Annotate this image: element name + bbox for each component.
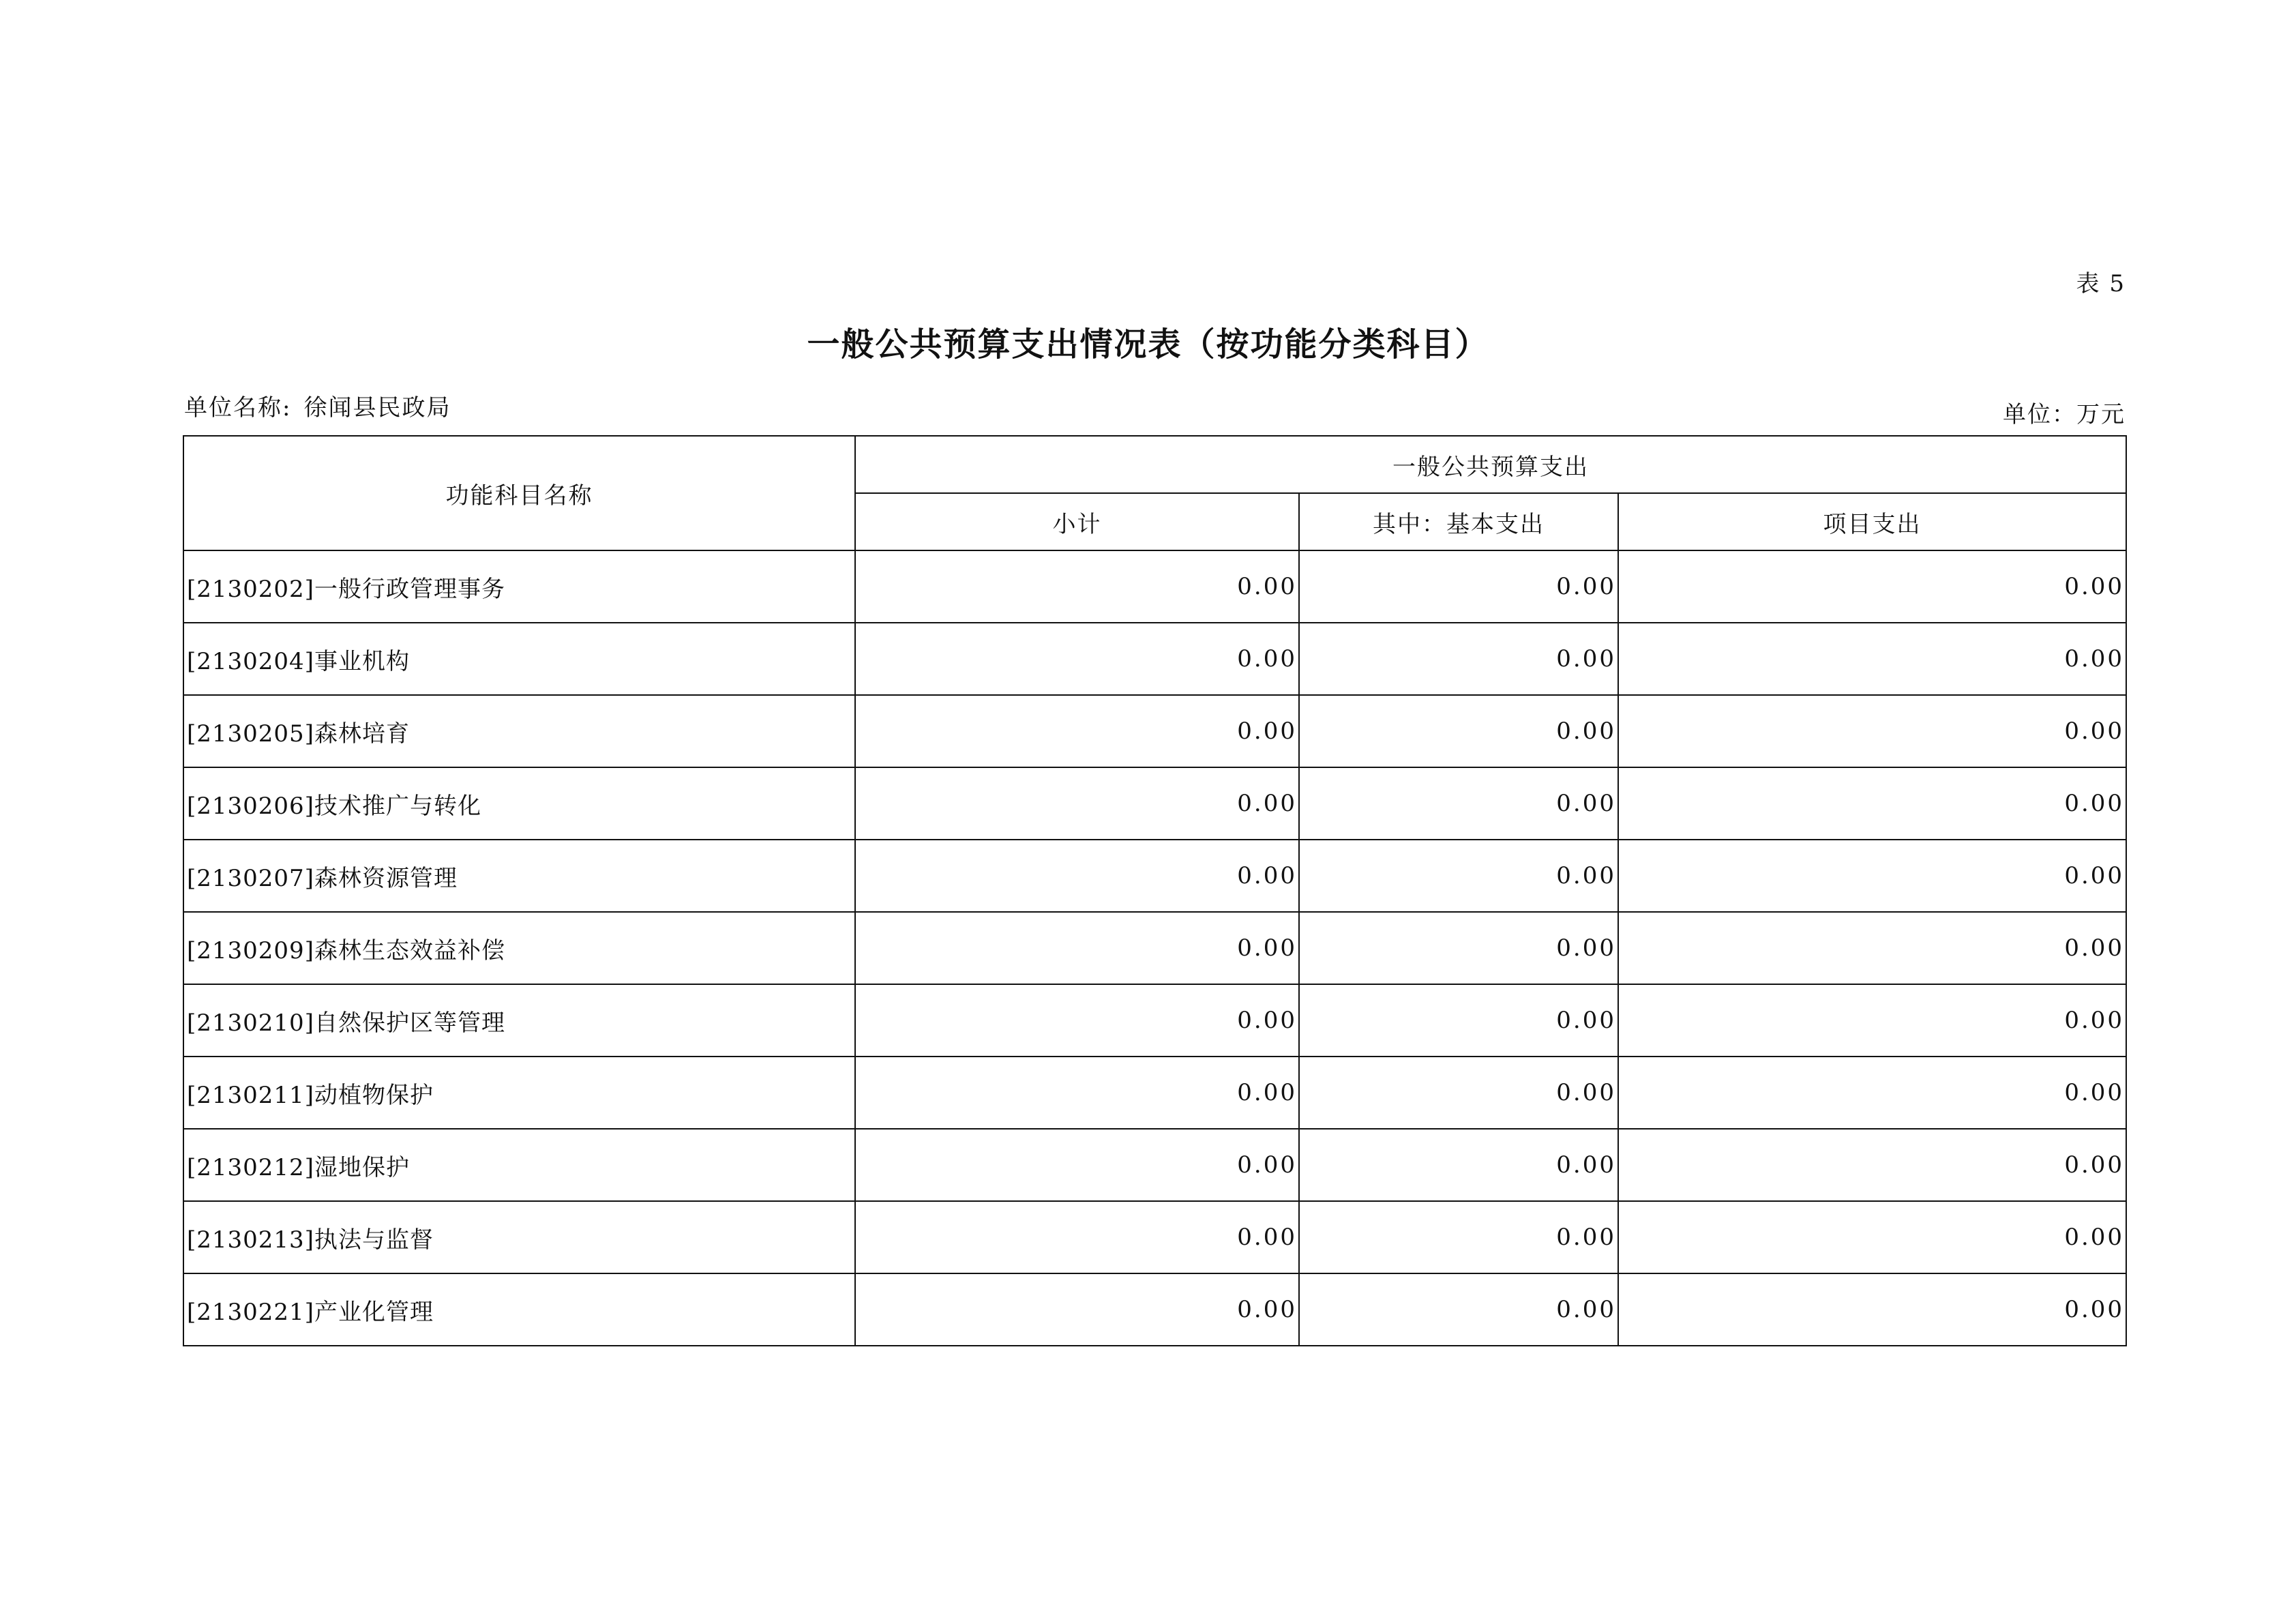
row-basic-cell: 0.00 — [1299, 550, 1618, 623]
row-name-cell: [2130209]森林生态效益补偿 — [183, 912, 855, 984]
col-header-basic: 其中：基本支出 — [1299, 493, 1618, 550]
col-header-project: 项目支出 — [1618, 493, 2126, 550]
row-subtotal-cell: 0.00 — [855, 767, 1299, 840]
row-project-cell: 0.00 — [1618, 550, 2126, 623]
row-subtotal-cell: 0.00 — [855, 1057, 1299, 1129]
table-row — [183, 1201, 2126, 1273]
row-project-cell: 0.00 — [1618, 767, 2126, 840]
row-project-cell: 0.00 — [1618, 984, 2126, 1057]
org-label: 单位名称: — [184, 394, 292, 422]
row-subtotal-cell: 0.00 — [855, 623, 1299, 695]
org-info — [184, 389, 451, 422]
row-basic-cell: 0.00 — [1299, 1201, 1618, 1273]
row-subtotal-cell: 0.00 — [855, 695, 1299, 767]
header-row-1 — [183, 436, 2126, 493]
page-title: 一般公共预算支出情况表（按功能分类科目） — [807, 325, 1489, 364]
row-project-cell: 0.00 — [1618, 1129, 2126, 1201]
org-name: 徐闻县民政局 — [303, 394, 451, 422]
row-subtotal-cell: 0.00 — [855, 912, 1299, 984]
row-subtotal-cell: 0.00 — [855, 984, 1299, 1057]
row-name-cell: [2130206]技术推广与转化 — [183, 767, 855, 840]
row-project-cell: 0.00 — [1618, 1273, 2126, 1346]
table-row — [183, 550, 2126, 623]
row-basic-cell: 0.00 — [1299, 1129, 1618, 1201]
table-row — [183, 695, 2126, 767]
row-name-cell: [2130205]森林培育 — [183, 695, 855, 767]
row-project-cell: 0.00 — [1618, 1057, 2126, 1129]
budget-table — [183, 435, 2127, 1346]
table-number: 表 5 — [2076, 270, 2126, 297]
row-basic-cell: 0.00 — [1299, 695, 1618, 767]
row-subtotal-cell: 0.00 — [855, 1129, 1299, 1201]
table-row — [183, 840, 2126, 912]
unit-label: 单位：万元 — [2003, 401, 2126, 428]
row-name-cell: [2130221]产业化管理 — [183, 1273, 855, 1346]
row-name-cell: [2130204]事业机构 — [183, 623, 855, 695]
col-header-subtotal: 小计 — [855, 493, 1299, 550]
row-basic-cell: 0.00 — [1299, 840, 1618, 912]
row-project-cell: 0.00 — [1618, 912, 2126, 984]
col-header-name: 功能科目名称 — [183, 436, 855, 550]
row-basic-cell: 0.00 — [1299, 984, 1618, 1057]
row-basic-cell: 0.00 — [1299, 1273, 1618, 1346]
table-row — [183, 1057, 2126, 1129]
row-name-cell: [2130211]动植物保护 — [183, 1057, 855, 1129]
col-header-group: 一般公共预算支出 — [855, 436, 2126, 493]
table-row — [183, 1129, 2126, 1201]
table-row — [183, 767, 2126, 840]
row-project-cell: 0.00 — [1618, 695, 2126, 767]
row-name-cell: [2130210]自然保护区等管理 — [183, 984, 855, 1057]
row-project-cell: 0.00 — [1618, 623, 2126, 695]
row-project-cell: 0.00 — [1618, 840, 2126, 912]
row-name-cell: [2130207]森林资源管理 — [183, 840, 855, 912]
table-row — [183, 623, 2126, 695]
row-basic-cell: 0.00 — [1299, 1057, 1618, 1129]
row-subtotal-cell: 0.00 — [855, 1201, 1299, 1273]
row-name-cell: [2130212]湿地保护 — [183, 1129, 855, 1201]
row-subtotal-cell: 0.00 — [855, 550, 1299, 623]
row-name-cell: [2130202]一般行政管理事务 — [183, 550, 855, 623]
table-body — [183, 550, 2126, 1346]
row-project-cell: 0.00 — [1618, 1201, 2126, 1273]
row-basic-cell: 0.00 — [1299, 623, 1618, 695]
table-row — [183, 1273, 2126, 1346]
row-name-cell: [2130213]执法与监督 — [183, 1201, 855, 1273]
row-subtotal-cell: 0.00 — [855, 1273, 1299, 1346]
table-row — [183, 912, 2126, 984]
row-basic-cell: 0.00 — [1299, 912, 1618, 984]
row-subtotal-cell: 0.00 — [855, 840, 1299, 912]
table-row — [183, 984, 2126, 1057]
row-basic-cell: 0.00 — [1299, 767, 1618, 840]
